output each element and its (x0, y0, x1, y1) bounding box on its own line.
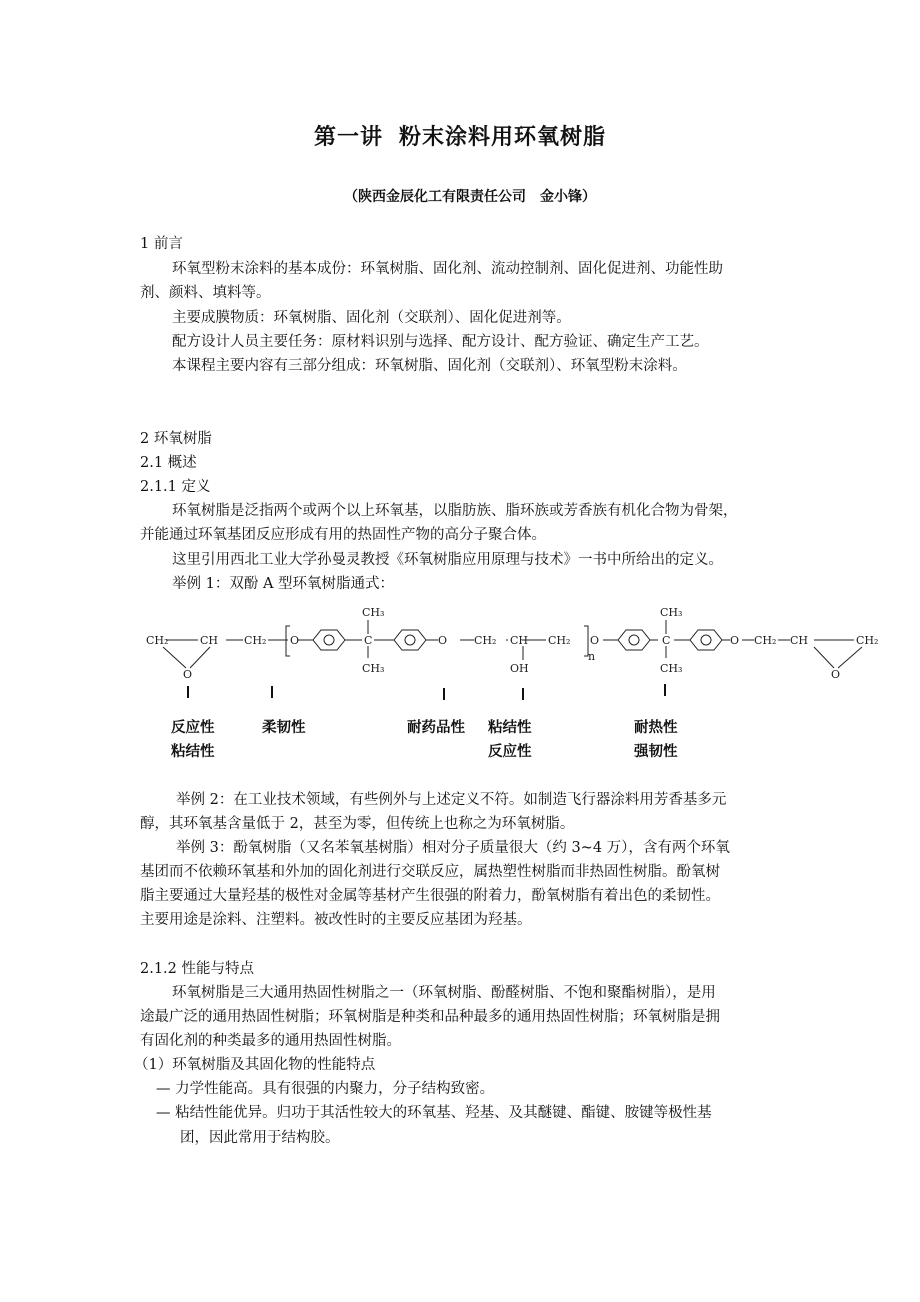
list-heading: （1）环氧树脂及其固化物的性能特点 (134, 1057, 376, 1073)
epoxy-structure-formula (138, 600, 898, 690)
paragraph: 主要成膜物质：环氧树脂、固化剂（交联剂）、固化促进剂等。 (172, 310, 571, 326)
paragraph: 这里引用西北工业大学孙曼灵教授《环氧树脂应用原理与技术》一书中所给出的定义。 (172, 552, 723, 568)
chem-atom: CH₂ (548, 634, 571, 647)
chem-atom: CH₂ (474, 634, 497, 647)
chem-atom: O (590, 634, 600, 647)
property-label: 强韧性 (634, 744, 678, 760)
title-topic: 粉末涂料用环氧树脂 (399, 125, 607, 150)
chem-atom: CH₃ (660, 606, 683, 619)
chem-atom: CH₂ (856, 634, 879, 647)
paragraph: 途最广泛的通用热固性树脂；环氧树脂是种类和品种最多的通用热固性树脂；环氧树脂是拥 (140, 1009, 720, 1025)
chem-atom: O (438, 634, 448, 647)
paragraph: 举例 1：双酚 A 型环氧树脂通式： (172, 576, 395, 592)
heading-epoxy: 2 环氧树脂 (140, 431, 212, 447)
paragraph: 有固化剂的种类最多的通用热固性树脂。 (140, 1033, 401, 1049)
paragraph: 环氧型粉末涂料的基本成份：环氧树脂、固化剂、流动控制剂、固化促进剂、功能性助 (172, 261, 723, 277)
paragraph: 配方设计人员主要任务：原材料识别与选择、配方设计、配方验证、确定生产工艺。 (172, 334, 709, 350)
chem-atom: CH₃ (362, 662, 385, 675)
heading-properties: 2.1.2 性能与特点 (140, 961, 255, 977)
list-item: — 力学性能高。具有很强的内聚力，分子结构致密。 (156, 1081, 495, 1097)
paragraph: 举例 2：在工业技术领域，有些例外与上述定义不符。如制造飞行器涂料用芳香基多元 (176, 792, 727, 808)
chem-atom: OH (510, 662, 529, 675)
page-title (0, 120, 920, 151)
property-label: 反应性 (488, 744, 532, 760)
paragraph: 基团而不依赖环氧基和外加的固化剂进行交联反应，属热塑性树脂而非热固性树脂。酚氧树 (140, 864, 720, 880)
chem-atom: CH₂ (754, 634, 777, 647)
chem-atom: C (662, 634, 671, 647)
author-line: （陕西金辰化工有限责任公司 金小锋） (344, 189, 596, 205)
paragraph: 环氧树脂是三大通用热固性树脂之一（环氧树脂、酚醛树脂、不饱和聚酯树脂），是用 (172, 985, 716, 1001)
chem-atom: O (183, 668, 193, 681)
paragraph: 主要用途是涂料、注塑料。被改性时的主要反应基团为羟基。 (140, 912, 532, 928)
list-item: 团，因此常用于结构胶。 (180, 1130, 340, 1146)
chem-atom: CH₃ (660, 662, 683, 675)
chem-atom: C (364, 634, 373, 647)
pointer-tick (664, 684, 666, 696)
property-label: 粘结性 (488, 720, 532, 736)
property-label: 耐药品性 (407, 720, 465, 736)
paragraph: 举例 3：酚氧树脂（又名苯氧基树脂）相对分子质量很大（约 3~4 万），含有两个环氧 (176, 840, 730, 856)
property-label: 反应性 (171, 720, 215, 736)
chem-atom: O (730, 634, 740, 647)
property-label: 粘结性 (171, 744, 215, 760)
paragraph: 本课程主要内容有三部分组成：环氧树脂、固化剂（交联剂）、环氧型粉末涂料。 (172, 358, 687, 374)
pointer-tick (187, 686, 189, 698)
pointer-tick (271, 686, 273, 698)
chem-subscript: n (588, 650, 596, 663)
property-label: 耐热性 (634, 720, 678, 736)
pointer-tick (522, 688, 524, 700)
chem-atom: CH (200, 634, 219, 647)
heading-definition: 2.1.1 定义 (140, 479, 211, 495)
title-lecture: 第一讲 (313, 125, 383, 150)
paragraph: 并能通过环氧基团反应形成有用的热固性产物的高分子聚合体。 (140, 527, 546, 543)
chem-atom: CH₃ (362, 606, 385, 619)
chem-atom: CH (790, 634, 809, 647)
paragraph: 剂、颜料、填料等。 (140, 285, 271, 301)
heading-preface: 1 前言 (140, 236, 183, 252)
chem-atom: CH₂ (146, 634, 169, 647)
list-item: — 粘结性能优异。归功于其活性较大的环氧基、羟基、及其醚键、酯键、胺键等极性基 (156, 1105, 712, 1121)
property-label: 柔韧性 (262, 720, 306, 736)
heading-overview: 2.1 概述 (140, 455, 197, 471)
chem-atom: O (290, 634, 300, 647)
chem-atom: CH (510, 634, 529, 647)
chem-atom: O (831, 668, 841, 681)
paragraph: 醇，其环氧基含量低于 2，甚至为零，但传统上也称之为环氧树脂。 (140, 816, 575, 832)
pointer-tick (443, 688, 445, 700)
paragraph: 脂主要通过大量羟基的极性对金属等基材产生很强的附着力，酚氧树脂有着出色的柔韧性。 (140, 888, 720, 904)
paragraph: 环氧树脂是泛指两个或两个以上环氧基，以脂肪族、脂环族或芳香族有机化合物为骨架， (172, 503, 738, 519)
chem-atom: CH₂ (244, 634, 267, 647)
